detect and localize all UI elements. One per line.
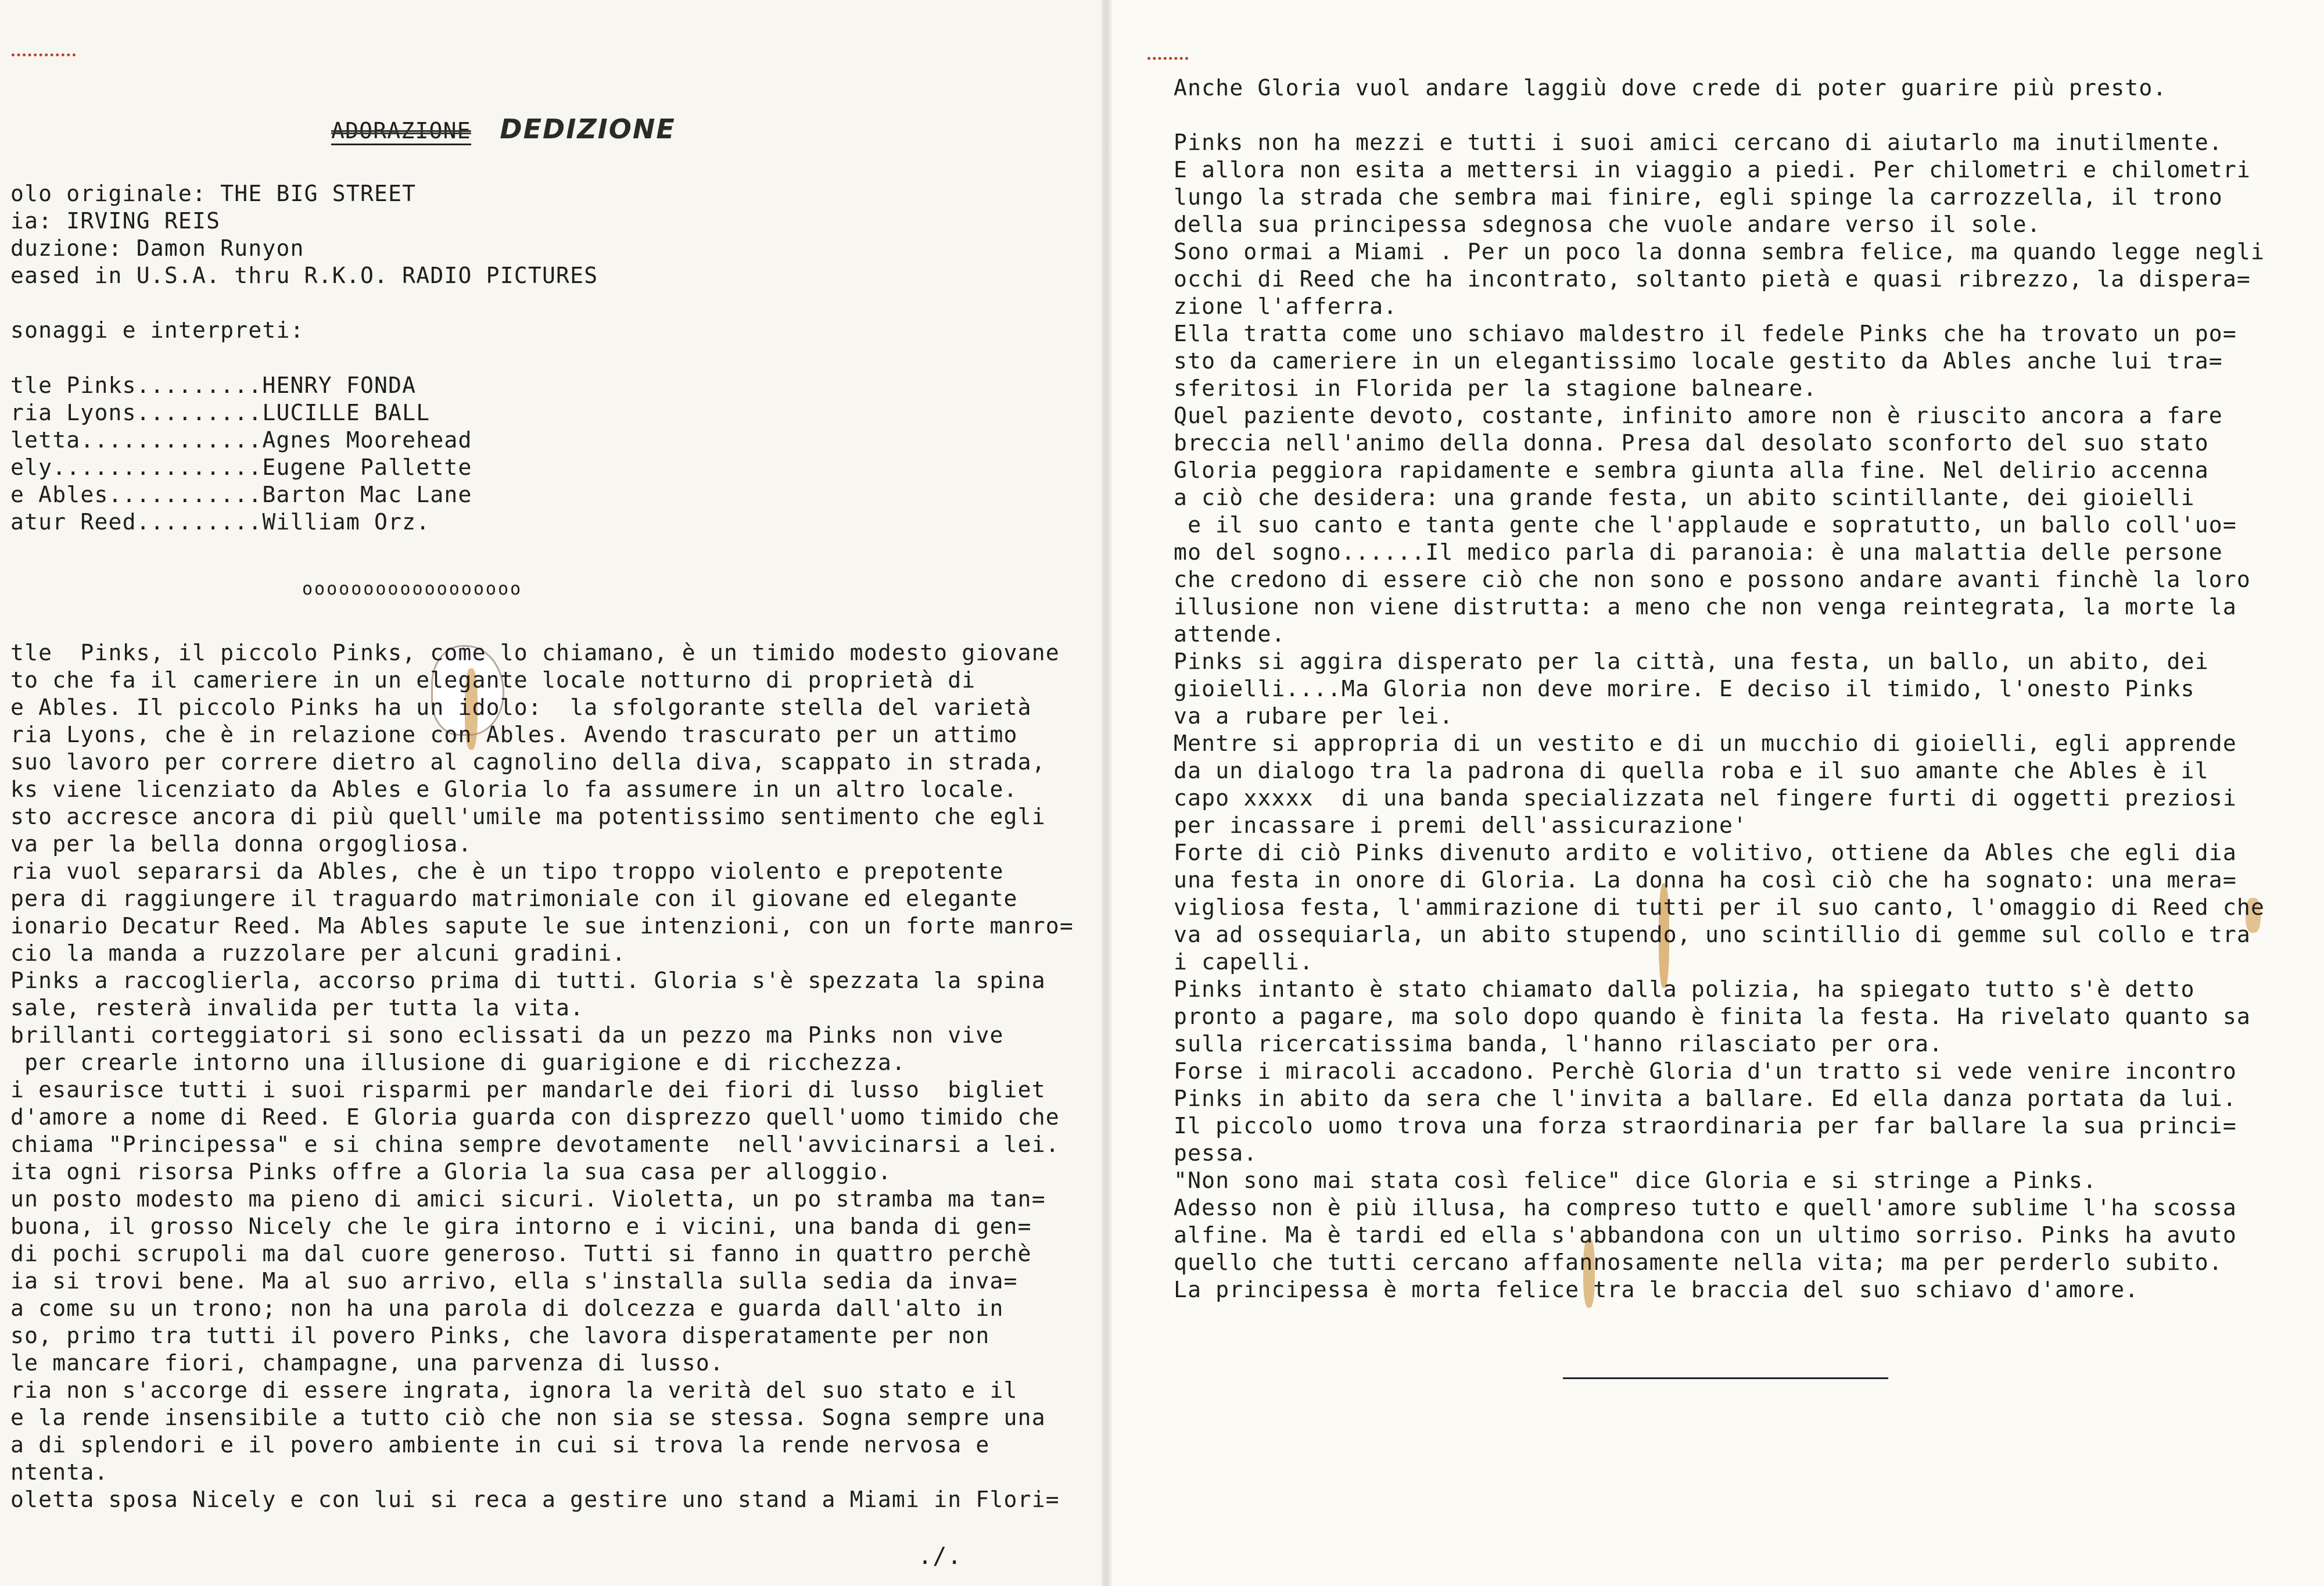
text-line: i esaurisce tutti i suoi risparmi per mandarle dei fiori di lusso bigliet <box>10 1077 1046 1102</box>
text-line: illusione non viene distrutta: a meno che non venga reintegrata, la morte la <box>1174 594 2237 620</box>
text-line: ria Lyons, che è in relazione con Ables. Avendo trascurato per un attimo <box>10 722 1018 747</box>
text-line: ria vuol separarsi da Ables, che è un tipo troppo violento e prepotente <box>10 858 1004 884</box>
text-line: zione l'afferra. <box>1174 293 1398 319</box>
text-line: ntenta. <box>10 1459 109 1485</box>
text-line: i capelli. <box>1174 949 1314 975</box>
text-line: da un dialogo tra la padrona di quella roba e il suo amante che Ables è il <box>1174 758 2209 783</box>
text-line: Pinks in abito da sera che l'invita a ballare. Ed ella danza portata da lui. <box>1174 1086 2237 1111</box>
text-line: pessa. <box>1174 1140 1258 1166</box>
cast-line: ria Lyons.........LUCILLE BALL <box>10 400 431 425</box>
text-line: sulla ricercatissima banda, l'hanno rilasciato per ora. <box>1174 1031 1943 1057</box>
text-line: a ciò che desidera: una grande festa, un abito scintillante, dei gioielli <box>1174 485 2195 510</box>
cast-line: e Ables...........Barton Mac Lane <box>10 482 472 507</box>
text-line: E allora non esita a mettersi in viaggio a piedi. Per chilometri e chilometri <box>1174 157 2251 182</box>
handwritten-title: DEDIZIONE <box>500 113 676 145</box>
credit-line: eased in U.S.A. thru R.K.O. RADIO PICTURES <box>10 263 598 288</box>
text-line: suo lavoro per correre dietro al cagnolino della diva, scappato in strada, <box>10 749 1046 775</box>
text-line: per incassare i premi dell'assicurazione' <box>1174 812 1748 838</box>
text-line: Il piccolo uomo trova una forza straordinaria per far ballare la sua princi= <box>1174 1113 2237 1139</box>
text-line: ita ogni risorsa Pinks offre a Gloria la sua casa per alloggio. <box>10 1159 892 1184</box>
cast-list <box>10 372 472 536</box>
text-line: Quel paziente devoto, costante, infinito amore non è riuscito ancora a fare <box>1174 403 2223 428</box>
text-line: La principessa è morta felice tra le braccia del suo schiavo d'amore. <box>1174 1277 2139 1302</box>
page-number: ./. <box>918 1543 962 1570</box>
cast-heading: sonaggi e interpreti: <box>10 317 304 343</box>
credit-line: ia: IRVING REIS <box>10 208 221 234</box>
text-line: gioielli....Ma Gloria non deve morire. E deciso il timido, l'onesto Pinks <box>1174 676 2195 701</box>
text-line: attende. <box>1174 621 1286 647</box>
text-line: sto da cameriere in un elegantissimo locale gestito da Ables anche lui tra= <box>1174 348 2223 374</box>
text-line: a come su un trono; non ha una parola di dolcezza e guarda dall'alto in <box>10 1295 1004 1321</box>
cast-line: tle Pinks.........HENRY FONDA <box>10 373 417 398</box>
text-line: oletta sposa Nicely e con lui si reca a gestire uno stand a Miami in Flori= <box>10 1487 1060 1512</box>
text-line: della sua principessa sdegnosa che vuole andare verso il sole. <box>1174 212 2041 237</box>
text-line: so, primo tra tutti il povero Pinks, che lavora disperatamente per non <box>10 1323 990 1348</box>
credit-line: duzione: Damon Runyon <box>10 235 304 261</box>
punch-mark-right <box>1147 57 1188 68</box>
text-line: Forte di ciò Pinks divenuto ardito e volitivo, ottiene da Ables che egli dia <box>1174 840 2237 865</box>
text-line: brillanti corteggiatori si sono eclissati da un pezzo ma Pinks non vive <box>10 1022 1004 1048</box>
text-line: Pinks intanto è stato chiamato dalla polizia, ha spiegato tutto s'è detto <box>1174 976 2195 1002</box>
text-line: breccia nell'animo della donna. Presa dal desolato sconforto del suo stato <box>1174 430 2209 456</box>
text-line: vigliosa festa, l'ammirazione di tutti per il suo canto, l'omaggio di Reed che <box>1174 894 2265 920</box>
text-line: Forse i miracoli accadono. Perchè Gloria d'un tratto si vede venire incontro <box>1174 1058 2237 1084</box>
separator-row: oooooooooooooooooo <box>302 579 523 599</box>
credit-line: olo originale: THE BIG STREET <box>10 181 417 206</box>
text-line: Pinks a raccoglierla, accorso prima di tutti. Gloria s'è spezzata la spina <box>10 968 1046 993</box>
text-line: pronto a pagare, ma solo dopo quando è finita la festa. Ha rivelato quanto sa <box>1174 1004 2251 1029</box>
text-line: to che fa il cameriere in un elegante locale notturno di proprietà di <box>10 667 976 693</box>
text-line: tle Pinks, il piccolo Pinks, come lo chiamano, è un timido modesto giovane <box>10 640 1060 665</box>
text-line: va ad ossequiarla, un abito stupendo, uno scintillio di gemme sul collo e tra <box>1174 922 2251 947</box>
text-line: e la rende insensibile a tutto ciò che non sia se stessa. Sogna sempre una <box>10 1405 1046 1430</box>
left-body-text <box>10 639 1074 1513</box>
text-line <box>1174 102 2265 129</box>
text-line: Sono ormai a Miami . Per un poco la donna sembra felice, ma quando legge negli <box>1174 239 2265 264</box>
text-line: per crearle intorno una illusione di guarigione e di ricchezza. <box>10 1050 906 1075</box>
right-body-text <box>1174 74 2265 1304</box>
text-line: a di splendori e il povero ambiente in cui si trova la rende nervosa e <box>10 1432 990 1458</box>
text-line: e Ables. Il piccolo Pinks ha un idolo: la sfolgorante stella del varietà <box>10 694 1032 720</box>
text-line: sale, resterà invalida per tutta la vita. <box>10 995 584 1021</box>
text-line: Adesso non è più illusa, ha compreso tutto e quell'amore sublime l'ha scossa <box>1174 1195 2237 1220</box>
punch-mark-left <box>12 53 76 65</box>
text-line: che credono di essere ciò che non sono e possono andare avanti finchè la loro <box>1174 567 2251 592</box>
text-line: ria non s'accorge di essere ingrata, ignora la verità del suo stato e il <box>10 1377 1018 1403</box>
text-line: occhi di Reed che ha incontrato, soltanto pietà e quasi ribrezzo, la dispera= <box>1174 266 2251 292</box>
text-line: buona, il grosso Nicely che le gira intorno e i vicini, una banda di gen= <box>10 1213 1032 1239</box>
text-line: Mentre si appropria di un vestito e di un mucchio di gioielli, egli apprende <box>1174 731 2237 756</box>
closing-rule <box>1563 1377 1888 1379</box>
text-line: Pinks non ha mezzi e tutti i suoi amici cercano di aiutarlo ma inutilmente. <box>1174 130 2223 155</box>
page-fold <box>1102 0 1112 1586</box>
struck-title: ADORAZIONE <box>331 118 471 145</box>
text-line: sferitosi in Florida per la stagione balneare. <box>1174 375 1817 401</box>
text-line: d'amore a nome di Reed. E Gloria guarda con disprezzo quell'uomo timido che <box>10 1104 1060 1130</box>
credits-block <box>10 180 598 289</box>
text-line: di pochi scrupoli ma dal cuore generoso. Tutti si fanno in quattro perchè <box>10 1241 1032 1266</box>
text-line: una festa in onore di Gloria. La donna ha così ciò che ha sognato: una mera= <box>1174 867 2237 893</box>
text-line: Pinks si aggira disperato per la città, una festa, un ballo, un abito, dei <box>1174 649 2209 674</box>
text-line: alfine. Ma è tardi ed ella s'abbandona con un ultimo sorriso. Pinks ha avuto <box>1174 1222 2237 1248</box>
title-heading <box>331 113 676 145</box>
text-line: va a rubare per lei. <box>1174 703 1454 729</box>
text-line: e il suo canto e tanta gente che l'applaude e sopratutto, un ballo coll'uo= <box>1174 512 2237 538</box>
text-line: ks viene licenziato da Ables e Gloria lo fa assumere in un altro locale. <box>10 776 1018 802</box>
text-line: ionario Decatur Reed. Ma Ables sapute le sue intenzioni, con un forte manro= <box>10 913 1074 939</box>
text-line: ia si trovi bene. Ma al suo arrivo, ella s'installa sulla sedia da inva= <box>10 1268 1018 1294</box>
text-line: capo xxxxx di una banda specializzata nel fingere furti di oggetti preziosi <box>1174 785 2237 811</box>
cast-line: ely...............Eugene Pallette <box>10 454 472 480</box>
left-page <box>0 0 1107 1586</box>
text-line: quello che tutti cercano affannosamente nella vita; ma per perderlo subito. <box>1174 1250 2223 1275</box>
text-line: cio la manda a ruzzolare per alcuni gradini. <box>10 940 626 966</box>
text-line: pera di raggiungere il traguardo matrimoniale con il giovane ed elegante <box>10 886 1018 911</box>
text-line: un posto modesto ma pieno di amici sicuri. Violetta, un po stramba ma tan= <box>10 1186 1046 1212</box>
text-line: sto accresce ancora di più quell'umile ma potentissimo sentimento che egli <box>10 804 1046 829</box>
text-line: le mancare fiori, champagne, una parvenza di lusso. <box>10 1350 724 1376</box>
text-line: mo del sogno......Il medico parla di paranoia: è una malattia delle persone <box>1174 539 2223 565</box>
cast-line: letta.............Agnes Moorehead <box>10 427 472 453</box>
text-line: Anche Gloria vuol andare laggiù dove crede di poter guarire più presto. <box>1174 75 2167 101</box>
right-page <box>1107 0 2324 1586</box>
text-line: "Non sono mai stata così felice" dice Gloria e si stringe a Pinks. <box>1174 1168 2097 1193</box>
text-line: lungo la strada che sembra mai finire, egli spinge la carrozzella, il trono <box>1174 184 2223 210</box>
cast-line: atur Reed.........William Orz. <box>10 509 431 535</box>
text-line: Gloria peggiora rapidamente e sembra giunta alla fine. Nel delirio accenna <box>1174 457 2209 483</box>
text-line: chiama "Principessa" e si china sempre devotamente nell'avvicinarsi a lei. <box>10 1132 1060 1157</box>
text-line: va per la bella donna orgogliosa. <box>10 831 472 857</box>
text-line: Ella tratta come uno schiavo maldestro il fedele Pinks che ha trovato un po= <box>1174 321 2237 346</box>
